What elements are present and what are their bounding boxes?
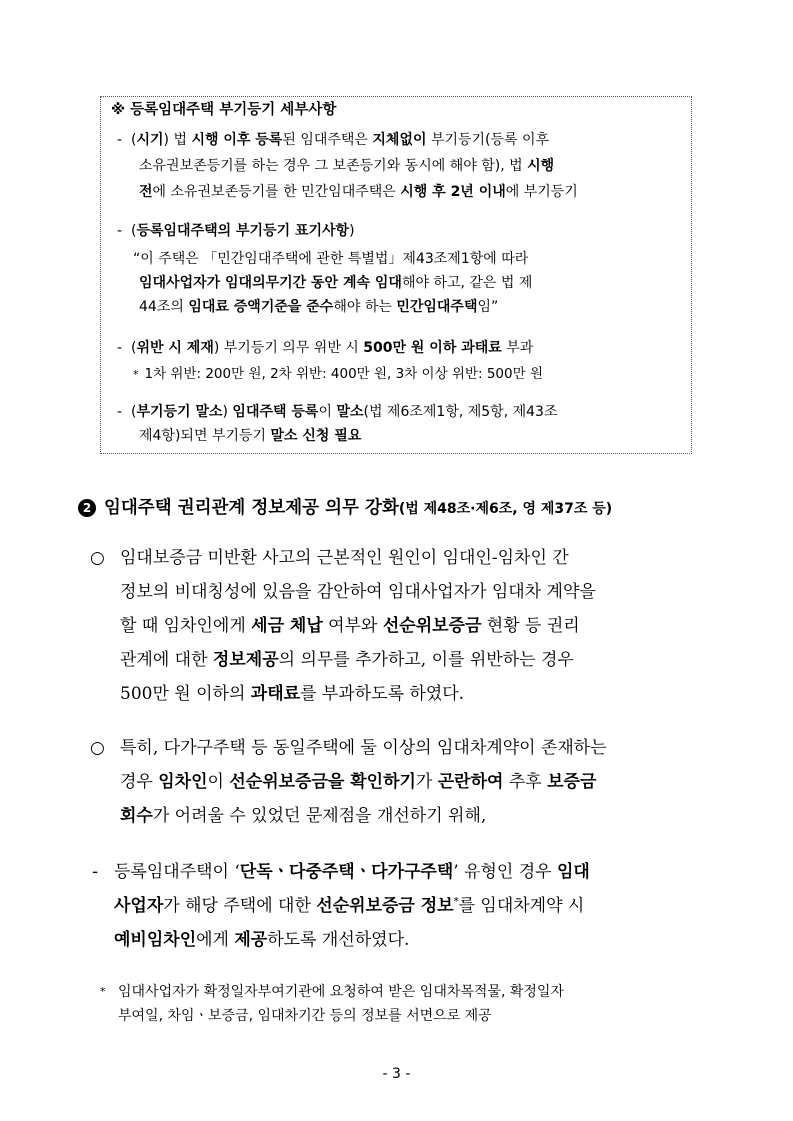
info-box bbox=[100, 96, 692, 454]
box-title: ※ 등록임대주택 부기등기 세부사항 bbox=[111, 102, 337, 118]
dash-marker: - bbox=[117, 404, 123, 420]
circle-bullet: ○ bbox=[90, 738, 105, 758]
penalty-note: * 1차 위반: 200만 원, 2차 위반: 400만 원, 3차 이상 위반: 500만 원 bbox=[133, 366, 543, 382]
section-heading bbox=[78, 494, 612, 519]
page-number: - 3 - bbox=[382, 1066, 411, 1082]
dash-marker: - bbox=[117, 132, 123, 148]
paragraph-multi-household: ○ 특히, 다가구주택 등 동일주택에 둘 이상의 임대차계약이 존재하는 경우 임차인이 선순위보증금을 확인하기가 곤란하여 추후 보증금 회수가 어려울 수 있었던 문제점을 개선하기 위해, bbox=[90, 731, 740, 833]
circled-number: 2 bbox=[78, 499, 96, 517]
dash-bullet: - bbox=[92, 862, 99, 882]
circle-bullet: ○ bbox=[90, 548, 105, 568]
notation-quote: “이 주택은 「민간임대주택에 관한 특별법」제43조제1항에 따라 bbox=[133, 251, 529, 267]
paragraph-info-duty: ○ 임대보증금 미반환 사고의 근본적인 원인이 임대인-임차인 간 정보의 비대칭성에 있음을 감안하여 임대사업자가 임대차 계약을 할 때 임차인에게 세금 체납 여부와 선순위보증금 현황 등 권리 관계에 대한 정보제공의 의무를 추가하고, 이를 위반하는 경우 500만 원 이하의 과태료를 부과하도록 하였다. bbox=[90, 541, 740, 711]
section-law-reference: (법 제48조·제6조, 영 제37조 등) bbox=[398, 501, 613, 517]
footnote-star: * bbox=[100, 985, 106, 998]
box-item-penalty: - (위반 시 제재) 부기등기 의무 위반 시 500만 원 이하 과태료 부과 * 1차 위반: 200만 원, 2차 위반: 400만 원, 3차 이상 위반: 500만 원 bbox=[117, 337, 682, 386]
section-title-text: 임대주택 권리관계 정보제공 의무 강화 bbox=[104, 498, 399, 518]
dash-marker: - bbox=[117, 340, 123, 356]
footnote: * 임대사업자가 확정일자부여기관에 요청하여 받은 임대차목적물, 확정일자 부여일, 차임ㆍ보증금, 임대차기간 등의 정보를 서면으로 제공 bbox=[100, 980, 730, 1028]
box-item-notation: - (등록임대주택의 부기등기 표기사항) “이 주택은 「민간임대주택에 관한 특별법」제43조제1항에 따라 임대사업자가 임대의무기간 동안 계속 임대해야 하고, 같은 법 제 44조의 임대료 증액기준을 준수해야 하는 민간임대주택임” bbox=[117, 220, 682, 318]
dash-marker: - bbox=[117, 223, 123, 239]
paragraph-improvement: - 등록임대주택이 ‘단독ㆍ다중주택ㆍ다가구주택’ 유형인 경우 임대 사업자가 해당 주택에 대한 선순위보증금 정보*를 임대차계약 시 예비임차인에게 제공하도록 개선하였다. bbox=[92, 855, 742, 957]
box-item-timing: - (시기) 법 시행 이후 등록된 임대주택은 지체없이 부기등기(등록 이후 소유권보존등기를 하는 경우 그 보존등기와 동시에 해야 함), 법 시행 전에 소유권보존등기를 한 민간임대주택은 시행 후 2년 이내에 부기등기 bbox=[117, 129, 682, 203]
box-item-cancel: - (부기등기 말소) 임대주택 등록이 말소(법 제6조제1항, 제5항, 제43조 제4항)되면 부기등기 말소 신청 필요 bbox=[117, 401, 682, 447]
